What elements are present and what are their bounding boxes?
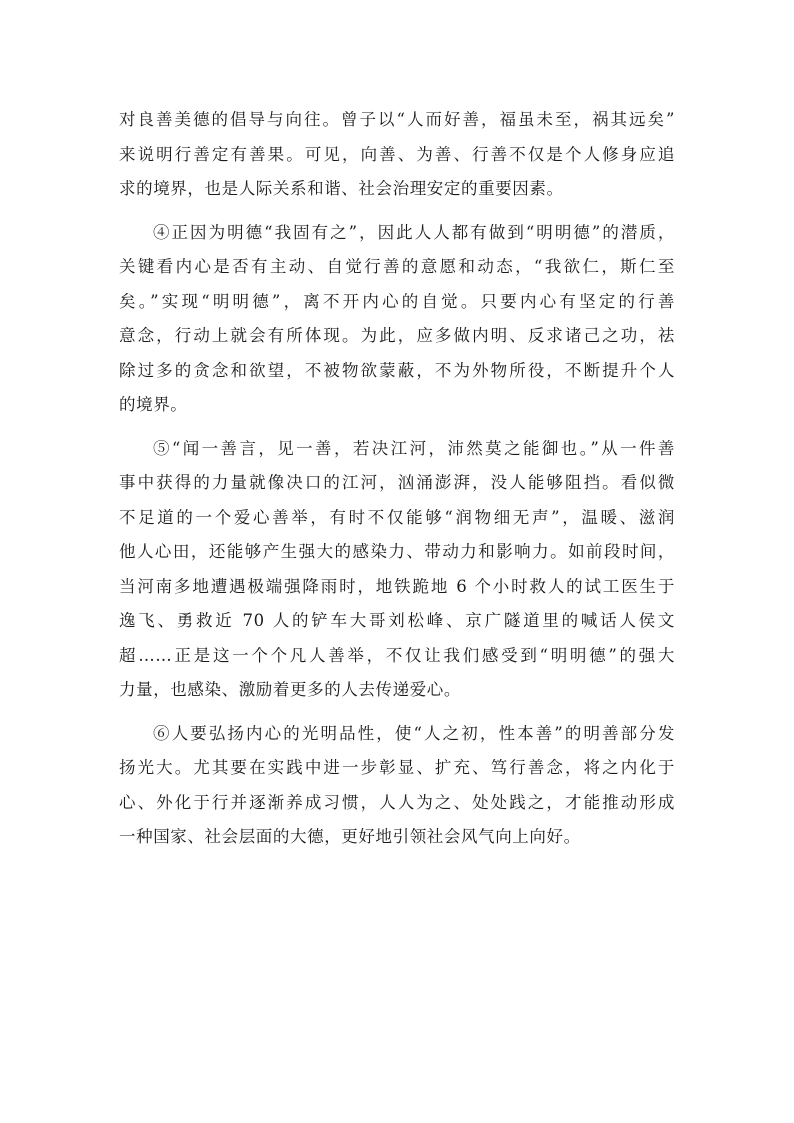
text-line: 除过多的贪念和欲望，不被物欲蒙蔽，不为外物所役，不断提升个人 [119, 360, 675, 380]
text-line: 意念，行动上就会有所体现。为此，应多做内明、反求诸己之功，祛 [119, 326, 675, 345]
text-line: ⑥人要弘扬内心的光明品性，使“人之初，性本善”的明善部分发 [153, 723, 675, 743]
text-line: 他人心田，还能够产生强大的感染力、带动力和影响力。如前段时间， [119, 542, 675, 561]
text-line: 一种国家、社会层面的大德，更好地引领社会风气向上向好。 [119, 827, 581, 846]
text-line: 的境界。 [119, 395, 188, 414]
paragraph-6 [119, 717, 675, 752]
paragraph-4-body [119, 250, 675, 423]
text-line: 求的境界，也是人际关系和谐、社会治理安定的重要因素。 [119, 179, 564, 198]
text-line: 逸飞、勇救近 70 人的铲车大哥刘松峰、京广隧道里的喊话人侯文 [119, 611, 675, 630]
text-line: ④正因为明德“我固有之”，因此人人都有做到“明明德”的潜质， [153, 222, 675, 242]
paragraph-spacer [119, 423, 675, 432]
paragraph-spacer [119, 207, 675, 216]
text-line: 事中获得的力量就像决口的江河，汹涌澎湃，没人能够阻挡。看似微 [119, 473, 675, 492]
text-line: 矣。”实现“明明德”，离不开内心的自觉。只要内心有坚定的行善 [119, 291, 675, 311]
text-line: 不足道的一个爱心善举，有时不仅能够“润物细无声”，温暖、滋润 [119, 507, 675, 527]
paragraph-spacer [119, 708, 675, 717]
paragraph-6-body [119, 751, 675, 855]
text-line: 当河南多地遭遇极端强降雨时，地铁跪地 6 个小时救人的试工医生于 [119, 576, 675, 596]
document-body [119, 103, 675, 855]
paragraph-5 [119, 432, 675, 467]
text-line: 关键看内心是否有主动、自觉行善的意愿和动态，“我欲仁，斯仁至 [119, 257, 675, 276]
paragraph-3-continuation [119, 103, 675, 207]
text-line: 来说明行善定有善果。可见，向善、为善、行善不仅是个人修身应追 [119, 144, 675, 164]
text-line: 对良善美德的倡导与向往。曾子以“人而好善，福虽未至，祸其远矣” [119, 110, 675, 129]
paragraph-4 [119, 216, 675, 251]
text-line: 扬光大。尤其要在实践中进一步彰显、扩充、笃行善念，将之内化于 [119, 758, 675, 777]
text-line: 力量，也感染、激励着更多的人去传递爱心。 [119, 680, 461, 699]
text-line: ⑤“闻一善言，见一善，若决江河，沛然莫之能御也。”从一件善 [153, 438, 675, 458]
paragraph-5-body [119, 466, 675, 708]
text-line: 超……正是这一个个凡人善举，不仅让我们感受到“明明德”的强大 [119, 645, 675, 665]
text-line: 心、外化于行并逐渐养成习惯，人人为之、处处践之，才能推动形成 [119, 792, 675, 812]
